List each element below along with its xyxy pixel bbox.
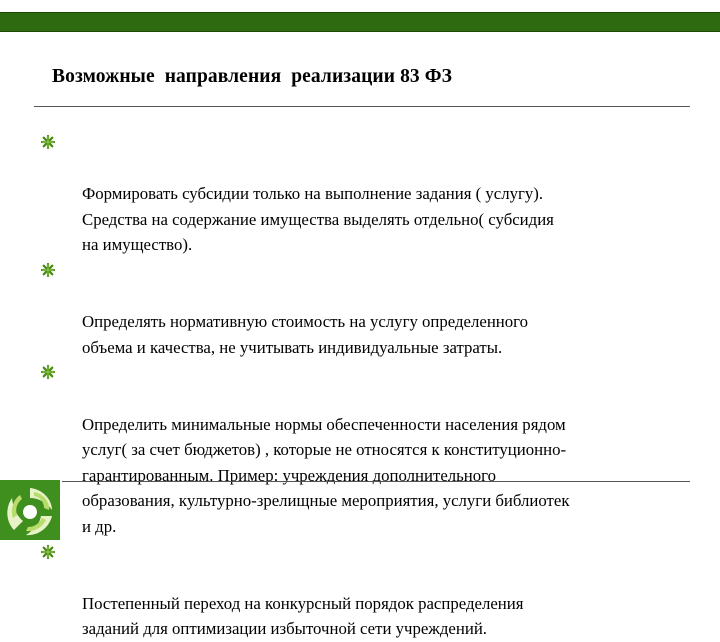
title-divider [34, 106, 690, 107]
bullet-item [40, 130, 690, 258]
green-asterisk-icon [41, 365, 55, 379]
bullet-text: Определить минимальные нормы обеспеченности населения рядом услуг( за счет бюджетов) , которые не относятся к конституционно- гарантированным. Пример: учреждения дополнительного образования, культурно-зрелищные мероприятия, услуги библиотек и др. [82, 414, 570, 536]
bottom-divider [62, 481, 690, 482]
bullet-list [40, 130, 690, 642]
top-accent-bar [0, 12, 720, 32]
slide-title: Возможные направления реализации 83 ФЗ [52, 66, 452, 87]
bullet-item [40, 258, 690, 360]
logo [0, 480, 60, 540]
bullet-item [40, 360, 690, 539]
swirl-logo-icon [0, 480, 60, 540]
bullet-text: Определять нормативную стоимость на услугу определенного объема и качества, не учитывать индивидуальные затраты. [82, 312, 529, 357]
bullet-text: Формировать субсидии только на выполнение задания ( услугу). Средства на содержание имущества выделять отдельно( субсидия на имущество). [82, 184, 554, 255]
bullet-text: Постепенный переход на конкурсный порядок распределения заданий для оптимизации избыточной сети учреждений. [82, 593, 524, 639]
green-asterisk-icon [41, 263, 55, 277]
green-asterisk-icon [41, 545, 55, 559]
bullet-item [40, 540, 690, 642]
green-asterisk-icon [41, 135, 55, 149]
